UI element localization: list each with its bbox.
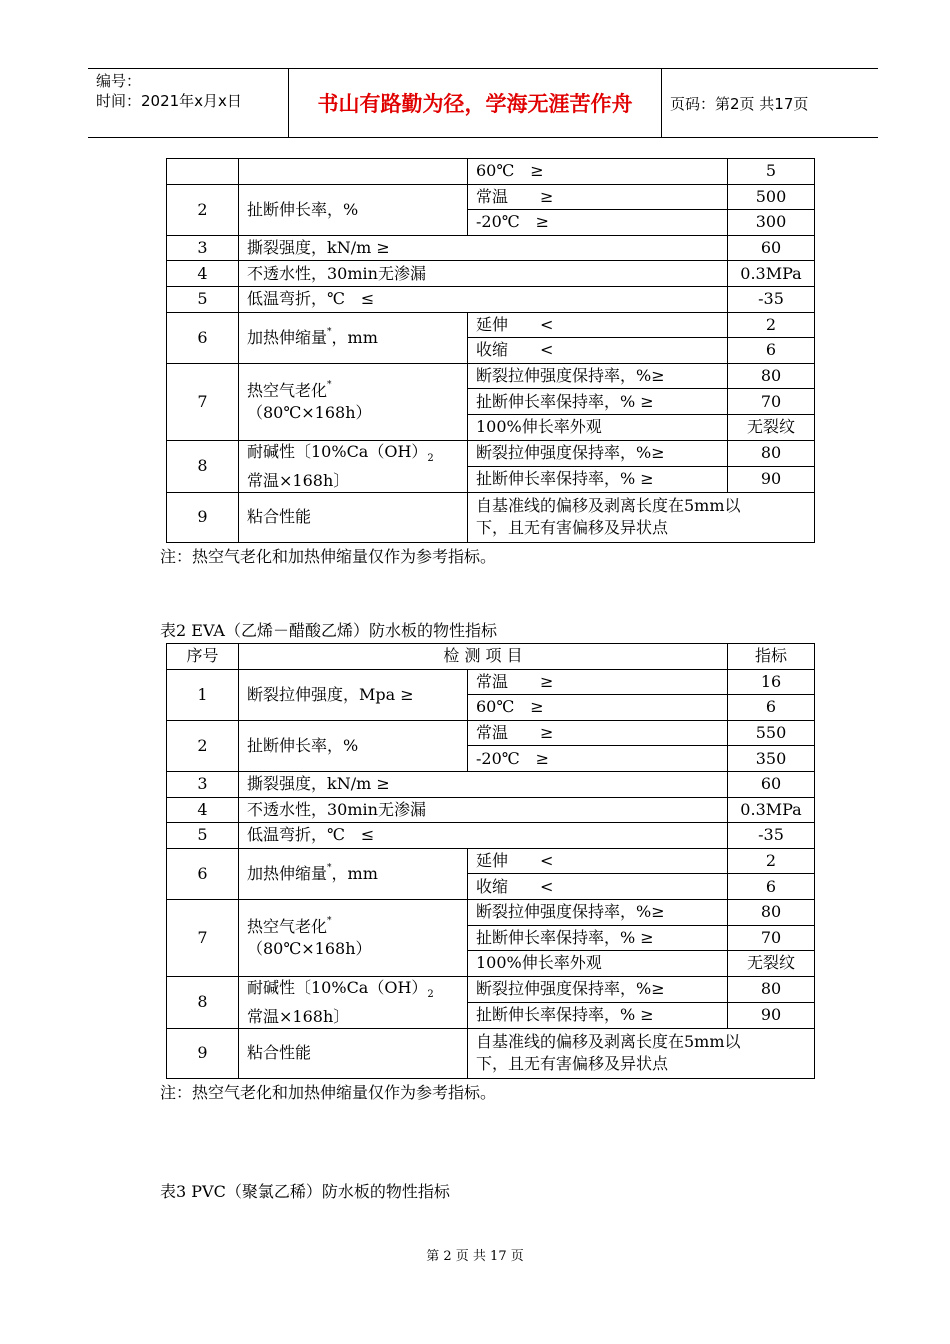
item-cell: 不透水性，30min无渗漏 bbox=[239, 797, 728, 823]
row-number: 6 bbox=[167, 312, 239, 363]
table-header-row bbox=[167, 644, 815, 670]
value-cell: 16 bbox=[728, 669, 815, 695]
condition-cell: 延伸 < bbox=[468, 312, 728, 338]
row-number: 9 bbox=[167, 1028, 239, 1078]
row-number: 1 bbox=[167, 669, 239, 720]
table-row bbox=[167, 363, 815, 389]
table-row bbox=[167, 184, 815, 210]
item-text-line2: 常温×168h〕 bbox=[247, 1006, 350, 1026]
description-cell bbox=[468, 492, 815, 542]
condition-cell: 常温 ≥ bbox=[468, 669, 728, 695]
value-cell: 0.3MPa bbox=[728, 797, 815, 823]
item-cell: 扯断伸长率，% bbox=[239, 720, 468, 771]
item-cell: 粘合性能 bbox=[239, 492, 468, 542]
row-number: 7 bbox=[167, 899, 239, 976]
condition-cell: 收缩 < bbox=[468, 338, 728, 364]
item-cell bbox=[239, 899, 468, 976]
value-cell: 80 bbox=[728, 899, 815, 925]
document-number-label: 编号： bbox=[96, 72, 142, 90]
description-line2: 下，且无有害偏移及异状点 bbox=[476, 1054, 669, 1074]
page-footer: 第 2 页 共 17 页 bbox=[426, 1249, 524, 1264]
column-header-item: 检 测 项 目 bbox=[239, 644, 728, 670]
table-row bbox=[167, 823, 815, 849]
table2 bbox=[166, 643, 815, 1079]
value-cell: 80 bbox=[728, 363, 815, 389]
page-header bbox=[88, 68, 878, 138]
column-header-no: 序号 bbox=[167, 644, 239, 670]
table-row bbox=[167, 771, 815, 797]
value-cell: 70 bbox=[728, 389, 815, 415]
table1-continued bbox=[166, 158, 815, 543]
value-cell: 5 bbox=[728, 159, 815, 185]
column-header-value: 指标 bbox=[728, 644, 815, 670]
table3-caption: 表3 PVC（聚氯乙稀）防水板的物性指标 bbox=[160, 1182, 450, 1201]
condition-cell: 60℃ ≥ bbox=[468, 159, 728, 185]
item-cell: 撕裂强度，kN/m ≥ bbox=[239, 235, 728, 261]
condition-cell: -20℃ ≥ bbox=[468, 746, 728, 772]
footnote-mark: * bbox=[327, 915, 332, 926]
condition-cell: 断裂拉伸强度保持率，%≥ bbox=[468, 899, 728, 925]
item-text: 热空气老化 bbox=[247, 380, 328, 400]
value-cell: 90 bbox=[728, 466, 815, 492]
condition-cell: 扯断伸长率保持率，% ≥ bbox=[468, 466, 728, 492]
row-number: 4 bbox=[167, 261, 239, 287]
row-number: 8 bbox=[167, 976, 239, 1028]
item-cell: 低温弯折，℃ ≤ bbox=[239, 823, 728, 849]
condition-cell: 常温 ≥ bbox=[468, 184, 728, 210]
value-cell: 90 bbox=[728, 1002, 815, 1028]
value-cell: -35 bbox=[728, 286, 815, 312]
table-row bbox=[167, 492, 815, 542]
row-number: 2 bbox=[167, 184, 239, 235]
row-number: 4 bbox=[167, 797, 239, 823]
table2-caption: 表2 EVA（乙烯－醋酸乙烯）防水板的物性指标 bbox=[160, 621, 497, 640]
footnote-mark: * bbox=[327, 326, 332, 337]
condition-cell: 60℃ ≥ bbox=[468, 695, 728, 721]
condition-cell: 断裂拉伸强度保持率，%≥ bbox=[468, 976, 728, 1002]
condition-cell: 断裂拉伸强度保持率，%≥ bbox=[468, 440, 728, 466]
item-text: 耐碱性〔10%Ca（OH） bbox=[247, 977, 428, 997]
value-cell: 2 bbox=[728, 312, 815, 338]
condition-cell: 断裂拉伸强度保持率，%≥ bbox=[468, 363, 728, 389]
table-row bbox=[167, 1028, 815, 1078]
condition-cell: 100%伸长率外观 bbox=[468, 414, 728, 440]
value-cell: 无裂纹 bbox=[728, 951, 815, 977]
document-time-label: 时间：2021年x月x日 bbox=[96, 92, 242, 110]
item-cell bbox=[239, 976, 468, 1028]
value-cell: 500 bbox=[728, 184, 815, 210]
table-row bbox=[167, 848, 815, 874]
item-cell: 不透水性，30min无渗漏 bbox=[239, 261, 728, 287]
item-cell: 粘合性能 bbox=[239, 1028, 468, 1078]
value-cell: 6 bbox=[728, 338, 815, 364]
row-number: 6 bbox=[167, 848, 239, 899]
item-unit: ，mm bbox=[331, 863, 378, 883]
table-cell bbox=[167, 159, 239, 185]
row-number: 9 bbox=[167, 492, 239, 542]
table-row bbox=[167, 261, 815, 287]
condition-cell: 扯断伸长率保持率，% ≥ bbox=[468, 389, 728, 415]
value-cell: 60 bbox=[728, 235, 815, 261]
value-cell: 6 bbox=[728, 695, 815, 721]
item-cell: 撕裂强度，kN/m ≥ bbox=[239, 771, 728, 797]
condition-cell: 收缩 < bbox=[468, 874, 728, 900]
item-text: 加热伸缩量 bbox=[247, 327, 328, 347]
item-cell: 断裂拉伸强度，Mpa ≥ bbox=[239, 669, 468, 720]
item-text-line2: （80℃×168h） bbox=[247, 402, 372, 422]
value-cell: 80 bbox=[728, 440, 815, 466]
footnote-mark: * bbox=[327, 379, 332, 390]
item-unit: ，mm bbox=[331, 327, 378, 347]
condition-cell: 100%伸长率外观 bbox=[468, 951, 728, 977]
row-number: 2 bbox=[167, 720, 239, 771]
row-number: 3 bbox=[167, 235, 239, 261]
table-row bbox=[167, 899, 815, 925]
value-cell: 6 bbox=[728, 874, 815, 900]
table-row bbox=[167, 976, 815, 1002]
value-cell: 0.3MPa bbox=[728, 261, 815, 287]
row-number: 7 bbox=[167, 363, 239, 440]
condition-cell: 扯断伸长率保持率，% ≥ bbox=[468, 1002, 728, 1028]
value-cell: 80 bbox=[728, 976, 815, 1002]
value-cell: -35 bbox=[728, 823, 815, 849]
item-text: 热空气老化 bbox=[247, 916, 328, 936]
item-cell: 扯断伸长率，% bbox=[239, 184, 468, 235]
item-cell bbox=[239, 440, 468, 492]
header-page-number: 页码：第2页 共17页 bbox=[670, 94, 809, 113]
subscript: 2 bbox=[427, 988, 434, 1000]
header-motto: 书山有路勤为径，学海无涯苦作舟 bbox=[288, 69, 662, 137]
table-row bbox=[167, 159, 815, 185]
item-text-line2: 常温×168h〕 bbox=[247, 470, 350, 490]
row-number: 5 bbox=[167, 286, 239, 312]
value-cell: 350 bbox=[728, 746, 815, 772]
item-cell bbox=[239, 848, 468, 899]
table2-note: 注：热空气老化和加热伸缩量仅作为参考指标。 bbox=[160, 1083, 497, 1102]
description-line1: 自基准线的偏移及剥离长度在5mm以 bbox=[476, 496, 741, 516]
condition-cell: 扯断伸长率保持率，% ≥ bbox=[468, 925, 728, 951]
value-cell: 60 bbox=[728, 771, 815, 797]
table-row bbox=[167, 669, 815, 695]
value-cell: 300 bbox=[728, 210, 815, 236]
value-cell: 70 bbox=[728, 925, 815, 951]
description-line2: 下，且无有害偏移及异状点 bbox=[476, 518, 669, 538]
value-cell: 550 bbox=[728, 720, 815, 746]
table-row bbox=[167, 235, 815, 261]
condition-cell: -20℃ ≥ bbox=[468, 210, 728, 236]
value-cell: 2 bbox=[728, 848, 815, 874]
value-cell: 无裂纹 bbox=[728, 414, 815, 440]
table-row bbox=[167, 720, 815, 746]
table-row bbox=[167, 286, 815, 312]
table1-note: 注：热空气老化和加热伸缩量仅作为参考指标。 bbox=[160, 547, 497, 566]
subscript: 2 bbox=[427, 452, 434, 464]
item-cell bbox=[239, 312, 468, 363]
header-meta bbox=[88, 69, 288, 137]
item-text: 耐碱性〔10%Ca（OH） bbox=[247, 441, 428, 461]
table-row bbox=[167, 440, 815, 466]
table-row bbox=[167, 797, 815, 823]
description-cell bbox=[468, 1028, 815, 1078]
table-row bbox=[167, 312, 815, 338]
description-line1: 自基准线的偏移及剥离长度在5mm以 bbox=[476, 1032, 741, 1052]
table-cell bbox=[239, 159, 468, 185]
condition-cell: 延伸 < bbox=[468, 848, 728, 874]
condition-cell: 常温 ≥ bbox=[468, 720, 728, 746]
item-cell: 低温弯折，℃ ≤ bbox=[239, 286, 728, 312]
item-text: 加热伸缩量 bbox=[247, 863, 328, 883]
row-number: 5 bbox=[167, 823, 239, 849]
item-cell bbox=[239, 363, 468, 440]
row-number: 8 bbox=[167, 440, 239, 492]
item-text-line2: （80℃×168h） bbox=[247, 938, 372, 958]
row-number: 3 bbox=[167, 771, 239, 797]
footnote-mark: * bbox=[327, 862, 332, 873]
